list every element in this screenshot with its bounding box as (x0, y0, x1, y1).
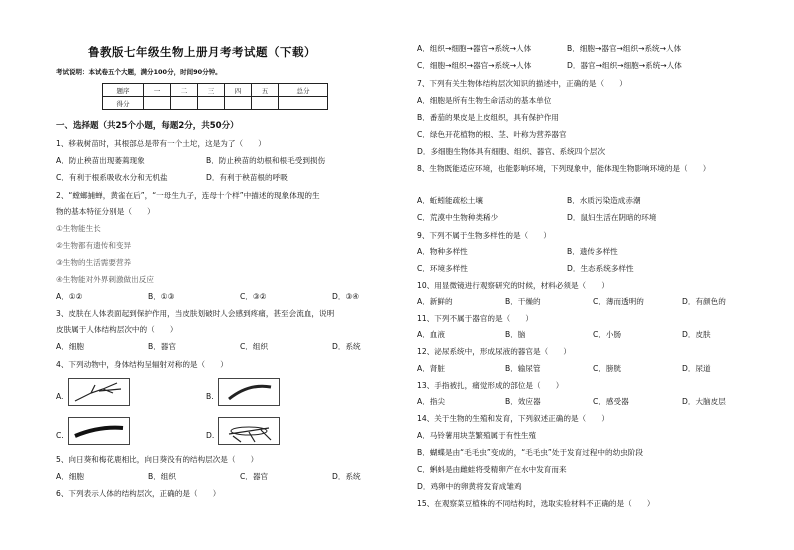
question-stem: 6、下列表示人体的结构层次，正确的是（ ） (56, 489, 221, 498)
score-cell[interactable] (198, 97, 225, 110)
score-cell[interactable] (171, 97, 198, 110)
option[interactable]: D．皮肤 (682, 330, 711, 339)
option-row (417, 297, 777, 307)
option[interactable]: B．番茄的果皮是上皮组织，具有保护作用 (417, 113, 559, 122)
option[interactable]: A．细胞是所有生物生命活动的基本单位 (417, 96, 552, 105)
page-title: 鲁教版七年级生物上册月考考试题（下载） (88, 45, 316, 59)
option[interactable]: A．细胞 (56, 472, 84, 481)
score-cell[interactable] (252, 97, 279, 110)
hydra-icon (69, 379, 129, 405)
score-table (102, 83, 328, 110)
question-stem: 13、手指被扎，痛觉形成的部位是（ ） (417, 381, 564, 390)
option[interactable]: C．膀胱 (593, 364, 622, 373)
option[interactable]: D．系统 (332, 472, 361, 481)
option[interactable]: B．器官 (148, 342, 176, 351)
option-row (417, 44, 777, 54)
option[interactable]: D．有利于秧苗根的呼吸 (206, 173, 288, 182)
header-cell: 三 (198, 84, 225, 97)
option-row (417, 61, 777, 71)
option[interactable]: B．细胞→器官→组织→系统→人体 (567, 44, 682, 53)
option-row (417, 264, 777, 274)
option-row (417, 330, 777, 340)
option[interactable]: B．脑 (505, 330, 526, 339)
section-heading: 一、选择题（共25个小题，每题2分，共50分） (56, 121, 239, 131)
question-stem: 1、移栽树苗时，其根部总是带有一个土坨，这是为了（ ） (56, 139, 266, 148)
option[interactable]: C．绿色开花植物的根、茎、叶称为营养器官 (417, 130, 567, 139)
option-row (417, 247, 777, 257)
option[interactable]: A．血液 (417, 330, 445, 339)
option[interactable]: C．有利于根系吸收水分和无机盐 (56, 173, 168, 182)
option-row (56, 292, 416, 302)
score-table-row (103, 97, 328, 110)
option[interactable]: D．鼠妇生活在阴暗的环境 (567, 213, 657, 222)
option-row (56, 342, 416, 352)
score-table-header (103, 84, 328, 97)
option[interactable]: C．小肠 (593, 330, 622, 339)
header-cell: 题序 (103, 84, 144, 97)
question-stem: 8、生物既能适应环境，也能影响环境，下列现象中，能体现生物影响环境的是（ ） (417, 164, 711, 173)
grasshopper-image[interactable] (218, 417, 280, 445)
option[interactable]: D．系统 (332, 342, 361, 351)
question-stem: 9、下列不属于生物多样性的是（ ） (417, 231, 551, 240)
option[interactable]: A．马铃薯用块茎繁殖属于有性生殖 (417, 431, 537, 440)
option[interactable]: B．防止秧苗的幼根和根毛受到损伤 (206, 156, 326, 165)
statement-item: ④生物能对外界刺激做出反应 (56, 275, 154, 284)
option-row (417, 196, 777, 206)
earthworm-image[interactable] (218, 378, 280, 406)
option-label: D. (206, 431, 215, 440)
question-stem: 12、泌尿系统中，形成尿液的器官是（ ） (417, 347, 571, 356)
hydra-image[interactable] (68, 378, 130, 406)
option[interactable]: C．细胞→组织→器官→系统→人体 (417, 61, 532, 70)
score-cell[interactable] (279, 97, 328, 110)
option[interactable]: B．遗传多样性 (567, 247, 618, 256)
option[interactable]: A．①② (56, 292, 83, 301)
option[interactable]: B．输尿管 (505, 364, 541, 373)
option-row (56, 173, 416, 183)
option[interactable]: B．①③ (148, 292, 175, 301)
option-row (417, 213, 777, 223)
question-stem: 2、“螳螂捕蝉，黄雀在后”，“一母生九子，连母十个样”中描述的现象体现的生 (56, 191, 320, 200)
leech-image[interactable] (68, 417, 130, 445)
option[interactable]: A．指尖 (417, 397, 445, 406)
header-cell: 五 (252, 84, 279, 97)
header-cell: 二 (171, 84, 198, 97)
earthworm-icon (219, 379, 279, 405)
question-stem: 11、下列不属于器官的是（ ） (417, 314, 533, 323)
question-stem: 4、下列动物中，身体结构呈辐射对称的是（ ） (56, 360, 228, 369)
statement-item: ③生物的生活需要营养 (56, 258, 132, 267)
option[interactable]: B．效应器 (505, 397, 541, 406)
option[interactable]: D．大脑皮层 (682, 397, 726, 406)
option[interactable]: A．细胞 (56, 342, 84, 351)
question-stem: 皮肤属于人体结构层次中的（ ） (56, 325, 178, 334)
option-row (417, 397, 777, 407)
option[interactable]: A．新鲜的 (417, 297, 453, 306)
question-stem: 7、下列有关生物体结构层次知识的描述中，正确的是（ ） (417, 79, 627, 88)
option[interactable]: B．蝴蝶是由“毛毛虫”变成的，“毛毛虫”处于发育过程中的幼虫阶段 (417, 448, 643, 457)
option[interactable]: C．感受器 (593, 397, 629, 406)
option-row (56, 156, 416, 166)
option[interactable]: C．组织 (240, 342, 269, 351)
option[interactable]: A．肾脏 (417, 364, 445, 373)
score-cell[interactable] (144, 97, 171, 110)
option[interactable]: C．器官 (240, 472, 269, 481)
option[interactable]: C．环境多样性 (417, 264, 468, 273)
option[interactable]: A．蚯蚓能疏松土壤 (417, 196, 483, 205)
option[interactable]: C．③② (240, 292, 267, 301)
question-stem: 3、皮肤在人体表面起到保护作用，当皮肤划破时人会感到疼痛，甚至会流血，说明 (56, 309, 335, 318)
question-stem: 14、关于生物的生殖和发育，下列叙述正确的是（ ） (417, 414, 609, 423)
header-cell: 一 (144, 84, 171, 97)
option[interactable]: D．鸡卵中的卵黄将发育成雏鸡 (417, 482, 522, 491)
option[interactable]: A．物种多样性 (417, 247, 468, 256)
option[interactable]: B．干燥的 (505, 297, 541, 306)
question-stem: 15、在观察菜豆植株的不同结构时，选取实验材料不正确的是（ ） (417, 499, 655, 508)
option[interactable]: D．器官→组织→细胞→系统→人体 (567, 61, 682, 70)
grasshopper-icon (219, 418, 279, 444)
option[interactable]: A．防止秧苗出现萎蔫现象 (56, 156, 145, 165)
option[interactable]: A．组织→细胞→器官→系统→人体 (417, 44, 532, 53)
statement-item: ②生物都有遗传和变异 (56, 241, 132, 250)
question-stem: 10、用显微镜进行观察研究的时候，材料必须是（ ） (417, 281, 609, 290)
header-cell: 总分 (279, 84, 328, 97)
option[interactable]: C．蝌蚪是由雌蛙将受精卵产在水中发育而来 (417, 465, 567, 474)
option-label: B. (206, 392, 214, 401)
option-row (417, 364, 777, 374)
option[interactable]: D．③④ (332, 292, 360, 301)
option[interactable]: C．荒漠中生物种类稀少 (417, 213, 499, 222)
option[interactable]: D．多细胞生物体具有细胞、组织、器官、系统四个层次 (417, 147, 606, 156)
score-cell[interactable] (225, 97, 252, 110)
leech-icon (69, 418, 129, 444)
option[interactable]: B．组织 (148, 472, 176, 481)
question-stem: 5、向日葵和梅花鹿相比，向日葵没有的结构层次是（ ） (56, 455, 259, 464)
question-stem: 物的基本特征分别是（ ） (56, 207, 155, 216)
header-cell: 四 (225, 84, 252, 97)
option-label: A. (56, 392, 64, 401)
option[interactable]: D．尿道 (682, 364, 711, 373)
option[interactable]: B．水质污染造成赤潮 (567, 196, 641, 205)
option-label: C. (56, 431, 64, 440)
option[interactable]: D．生态系统多样性 (567, 264, 634, 273)
row-label: 得分 (103, 97, 144, 110)
option-row (56, 472, 416, 482)
exam-note: 考试说明：本试卷五个大题，满分100分，时间90分钟。 (56, 68, 222, 76)
statement-item: ①生物能生长 (56, 224, 101, 233)
option[interactable]: D．有颜色的 (682, 297, 726, 306)
option[interactable]: C．薄而透明的 (593, 297, 644, 306)
